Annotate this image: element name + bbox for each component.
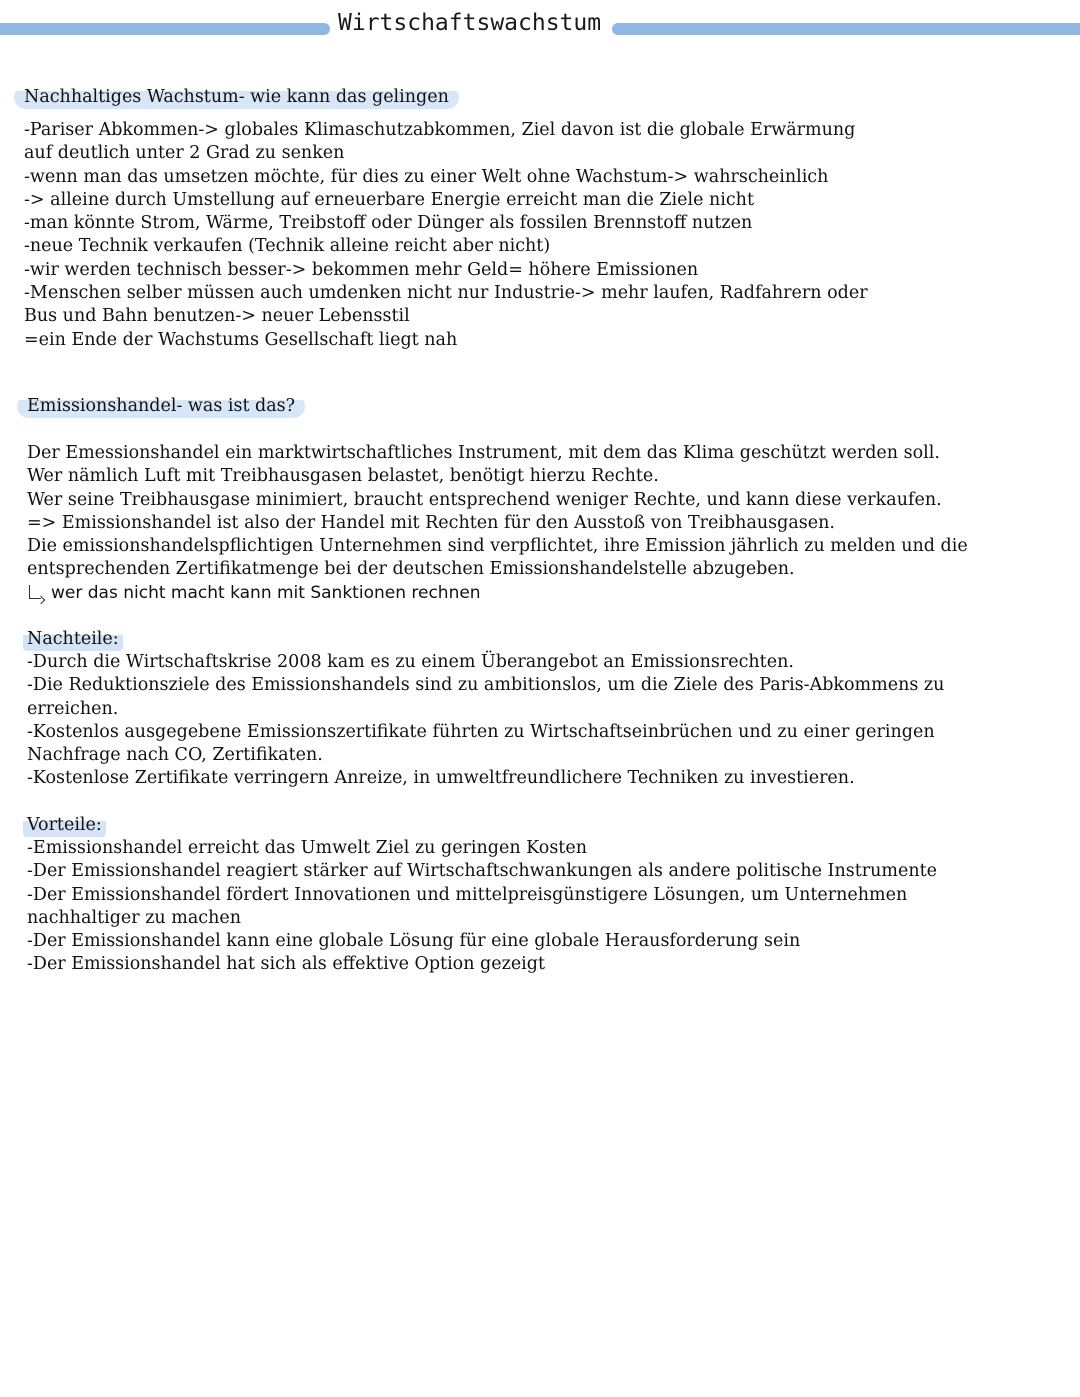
text-line: -Der Emissionshandel reagiert stärker auf Wirtschaftschwankungen als andere politische Instrumente [27,861,937,882]
text-line: erreichen. [27,698,119,719]
note-text: wer das nicht macht kann mit Sanktionen rechnen [51,582,481,603]
text-line: Die emissionshandelspflichtigen Unternehmen sind verpflichtet, ihre Emission jährlich zu melden und die [27,536,968,557]
text-line: Wer nämlich Luft mit Treibhausgasen belastet, benötigt hierzu Rechte. [27,466,659,487]
text-line: -Der Emissionshandel fördert Innovationen und mittelpreisgünstigere Lösungen, um Unternehmen [27,884,908,905]
text-line: -wenn man das umsetzen möchte, für dies zu einer Welt ohne Wachstum-> wahrscheinlich [24,166,829,187]
text-line: -Emissionshandel erreicht das Umwelt Ziel zu geringen Kosten [27,838,587,858]
title-bar [0,8,1080,44]
text-line: auf deutlich unter 2 Grad zu senken [24,143,345,164]
section-heading: Emissionshandel- was ist das? [17,395,305,418]
title-decoration-left [0,23,330,35]
text-line: -neue Technik verkaufen (Technik alleine reicht aber nicht) [24,236,551,257]
handwritten-note [27,582,1067,604]
text-line: -wir werden technisch besser-> bekommen mehr Geld= höhere Emissionen [24,259,699,280]
text-line: -man könnte Strom, Wärme, Treibstoff oder Dünger als fossilen Brennstoff nutzen [24,213,753,234]
text-line: =ein Ende der Wachstums Gesellschaft liegt nah [24,329,458,350]
section-heading: Nachteile: [23,628,123,651]
section-body [27,651,1067,791]
text-line: -Kostenlos ausgegebene Emissionszertifikate führten zu Wirtschaftseinbrüchen und zu einer geringen [27,721,935,742]
text-line: -Durch die Wirtschaftskrise 2008 kam es zu einem Überangebot an Emissionsrechten. [27,652,794,672]
section-heading: Vorteile: [23,814,106,837]
section-vorteile [27,814,1067,977]
text-line: Der Emessionshandel ein marktwirtschaftliches Instrument, mit dem das Klima geschützt werden soll. [27,443,940,463]
section-body [24,119,1064,352]
text-line: -Kostenlose Zertifikate verringern Anreize, in umweltfreundlichere Techniken zu investieren. [27,768,855,789]
text-line: => Emissionshandel ist also der Handel mit Rechten für den Ausstoß von Treibhausgasen. [27,512,835,533]
text-line: -Der Emissionshandel kann eine globale Lösung für eine globale Herausforderung sein [27,931,801,952]
section-body [27,837,1067,977]
section-heading: Nachhaltiges Wachstum- wie kann das gelingen [14,86,459,109]
text-line: -Pariser Abkommen-> globales Klimaschutzabkommen, Ziel davon ist die globale Erwärmung [24,120,856,140]
text-line: -Der Emissionshandel hat sich als effektive Option gezeigt [27,954,546,975]
section-body [27,442,1067,604]
section-emissionshandel [27,395,1067,604]
section-nachteile [27,628,1067,791]
text-line: entsprechenden Zertifikatmenge bei der deutschen Emissionshandelstelle abzugeben. [27,559,795,580]
text-line: Bus und Bahn benutzen-> neuer Lebensstil [24,306,410,327]
arrow-hook-icon [29,585,41,599]
page-title: Wirtschaftswachstum [338,10,602,36]
text-line: -Die Reduktionsziele des Emissionshandels sind zu ambitionslos, um die Ziele des Paris-Abkommens zu [27,675,945,696]
text-line: -Menschen selber müssen auch umdenken nicht nur Industrie-> mehr laufen, Radfahrern oder [24,283,868,304]
section-nachhaltiges-wachstum [24,86,1064,352]
title-decoration-right [612,23,1080,35]
text-line: Nachfrage nach CO, Zertifikaten. [27,745,323,766]
text-line: nachhaltiger zu machen [27,907,241,928]
text-line: Wer seine Treibhausgase minimiert, braucht entsprechend weniger Rechte, und kann diese verkaufen. [27,489,942,510]
text-line: -> alleine durch Umstellung auf erneuerbare Energie erreicht man die Ziele nicht [24,189,754,210]
